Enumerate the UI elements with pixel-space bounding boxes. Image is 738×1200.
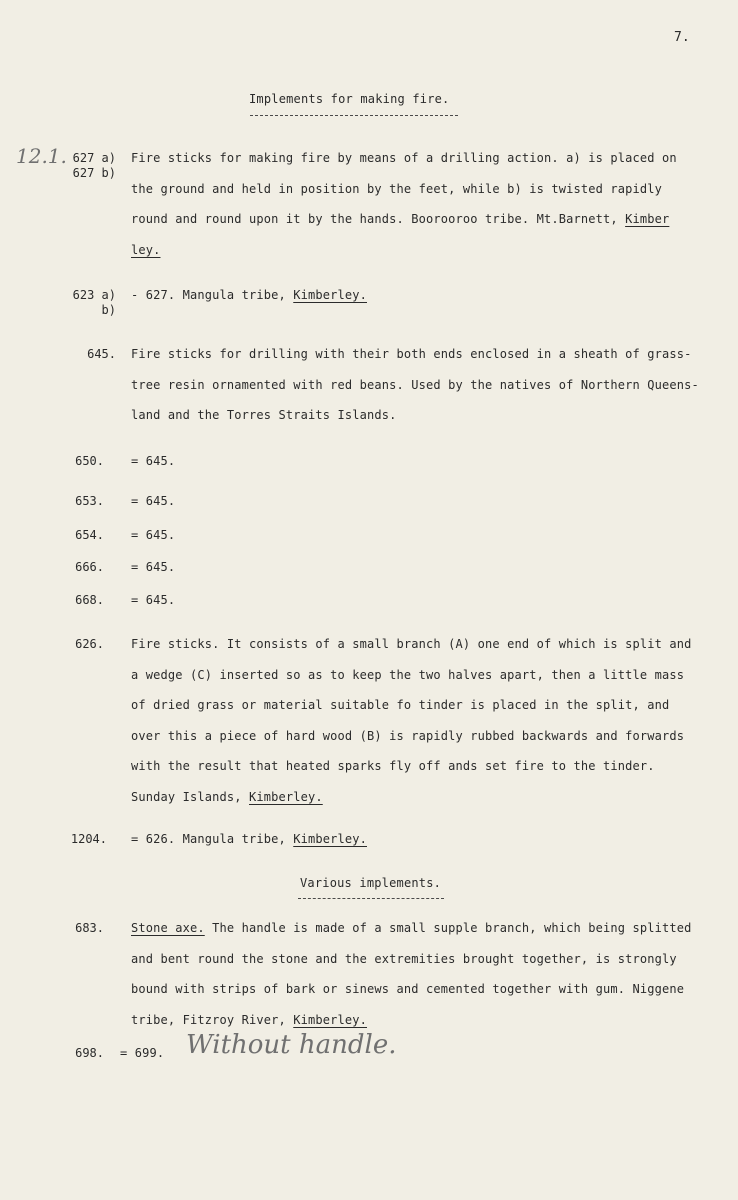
entry-number: 654. (75, 528, 104, 542)
entry-number: 683. (75, 921, 104, 935)
entry-text-623: - 627. Mangula tribe, Kimberley. (131, 288, 367, 302)
entry-number: 626. (75, 637, 104, 651)
entry-text-668: = 645. (131, 593, 176, 607)
entry-number: 666. (75, 560, 104, 574)
entry-number: 623 a) b) (72, 288, 116, 317)
entry-text-683: Stone axe. The handle is made of a small supple branch, which being splitted and bent round the stone and the extremities brought together, is strongly bound with strips of bark or sinews and cemented together with gum. Niggene tribe, Fitzroy River, Kimberley. (131, 921, 692, 1027)
heading-rule (250, 115, 458, 116)
heading-rule (298, 898, 444, 899)
entry-number: 653. (75, 494, 104, 508)
handwritten-annotation: Without handle. (186, 1030, 397, 1060)
entry-number: 1204. (70, 832, 107, 846)
entry-text-1204: = 626. Mangula tribe, Kimberley. (131, 832, 367, 846)
entry-number: 698. (75, 1046, 104, 1060)
entry-text-653: = 645. (131, 494, 176, 508)
entry-number: 645. (87, 347, 116, 361)
entry-number: 668. (75, 593, 104, 607)
entry-text-698: = 699. (120, 1046, 165, 1060)
margin-note-handwritten: 12.1. (16, 144, 67, 168)
entry-number: 650. (75, 454, 104, 468)
entry-text-627: Fire sticks for making fire by means of a drilling action. a) is placed on the ground and held in position by the feet, while b) is twisted rapidly round and round upon it by the hands. Boorooroo tribe. Mt.Barnett, Kimber ley. (131, 151, 677, 257)
page-number: 7. (674, 30, 690, 45)
entry-number: 627 a) 627 b) (72, 151, 116, 180)
entry-text-654: = 645. (131, 528, 176, 542)
entry-text-666: = 645. (131, 560, 176, 574)
entry-text-645: Fire sticks for drilling with their both ends enclosed in a sheath of grass- tree resin ornamented with red beans. Used by the natives of Northern Queens- land and the Torres Straits Islands. (131, 347, 699, 422)
entry-text-626: Fire sticks. It consists of a small branch (A) one end of which is split and a wedge (C) inserted so as to keep the two halves apart, then a little mass of dried grass or material suitable fo tinder is placed in the split, and over this a piece of hard wood (B) is rapidly rubbed backwards and forwards with the result that heated sparks fly off ands set fire to the tinder. Sunday Islands, Kimberley. (131, 637, 692, 804)
entry-text-650: = 645. (131, 454, 176, 468)
section-heading-fire: Implements for making fire. (249, 92, 450, 106)
section-heading-various: Various implements. (300, 876, 442, 890)
